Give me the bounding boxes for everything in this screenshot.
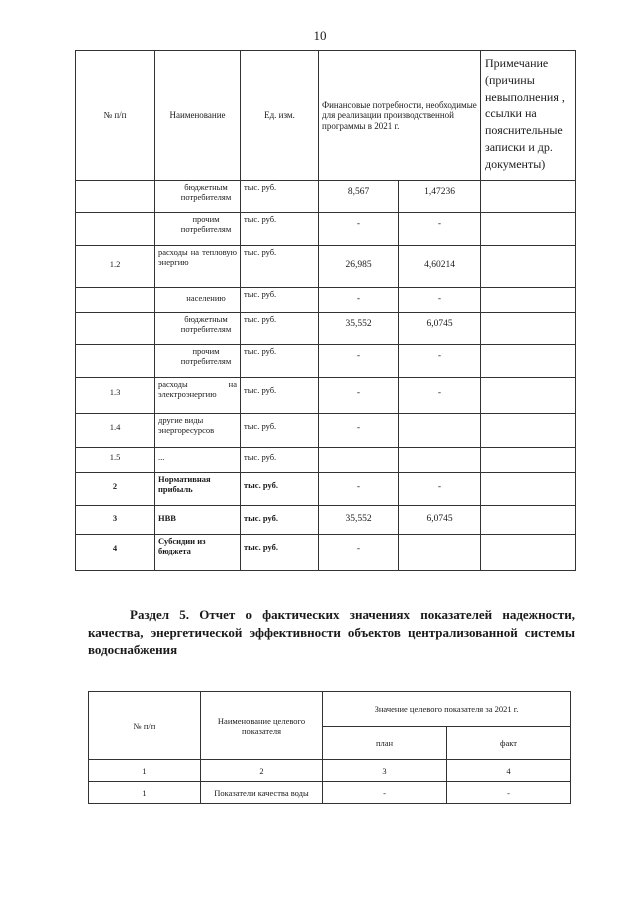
index-cell: 4 xyxy=(447,760,571,782)
row-value-2: - xyxy=(399,473,481,506)
header-num: № п/п xyxy=(76,51,155,181)
row-note xyxy=(481,345,576,378)
row-name: Нормативная прибыль xyxy=(155,473,241,506)
header-fact: факт xyxy=(447,727,571,760)
table-row xyxy=(76,313,576,345)
row-num: 3 xyxy=(76,506,155,535)
row-num xyxy=(76,181,155,213)
row-num: 1.5 xyxy=(76,448,155,473)
header-indicator-name: Наименование целевого показателя xyxy=(201,692,323,760)
row-note xyxy=(481,473,576,506)
row-note xyxy=(481,414,576,448)
header-plan: план xyxy=(323,727,447,760)
row-unit: тыс. руб. xyxy=(241,448,319,473)
row-unit: тыс. руб. xyxy=(241,288,319,313)
row-value-1: - xyxy=(319,378,399,414)
row-num: 1 xyxy=(89,782,201,804)
row-value-2 xyxy=(399,448,481,473)
row-note xyxy=(481,378,576,414)
row-note xyxy=(481,213,576,246)
row-value-1: - xyxy=(319,414,399,448)
row-num xyxy=(76,288,155,313)
row-indicator-name: Показатели качества воды xyxy=(201,782,323,804)
table-row xyxy=(76,345,576,378)
row-value-2: - xyxy=(399,213,481,246)
index-cell: 1 xyxy=(89,760,201,782)
header-finance: Финансовые потребности, необходимые для реализации производственной программы в 2021 г. xyxy=(319,51,481,181)
row-unit: тыс. руб. xyxy=(241,246,319,288)
row-note xyxy=(481,506,576,535)
row-name: бюджетным потребителям xyxy=(155,181,241,213)
row-value-2 xyxy=(399,414,481,448)
row-note xyxy=(481,313,576,345)
row-value-1: 8,567 xyxy=(319,181,399,213)
table-row xyxy=(76,535,576,571)
row-unit: тыс. руб. xyxy=(241,313,319,345)
table-row xyxy=(76,246,576,288)
row-value-1: - xyxy=(319,535,399,571)
row-unit: тыс. руб. xyxy=(241,535,319,571)
row-value-1: - xyxy=(319,213,399,246)
row-num: 1.3 xyxy=(76,378,155,414)
row-value-1: - xyxy=(319,345,399,378)
row-value-1: 26,985 xyxy=(319,246,399,288)
row-value-2: 6,0745 xyxy=(399,506,481,535)
row-name: расходы на тепловую энергию xyxy=(155,246,241,288)
row-note xyxy=(481,181,576,213)
row-fact: - xyxy=(447,782,571,804)
row-name: населению xyxy=(155,288,241,313)
row-note xyxy=(481,448,576,473)
row-value-2: 1,47236 xyxy=(399,181,481,213)
header-unit: Ед. изм. xyxy=(241,51,319,181)
row-value-1: 35,552 xyxy=(319,506,399,535)
row-unit: тыс. руб. xyxy=(241,378,319,414)
header-note: Примечание (причины невыполнения , ссылки на пояснительные записки и др. документы) xyxy=(481,51,576,181)
row-name: бюджетным потребителям xyxy=(155,313,241,345)
page-number: 10 xyxy=(313,28,327,43)
row-num xyxy=(76,345,155,378)
table-header-row xyxy=(76,51,576,181)
index-cell: 2 xyxy=(201,760,323,782)
row-value-2: - xyxy=(399,378,481,414)
row-num: 2 xyxy=(76,473,155,506)
row-name: Субсидии из бюджета xyxy=(155,535,241,571)
financial-needs-table xyxy=(75,50,576,571)
row-unit: тыс. руб. xyxy=(241,345,319,378)
header-name: Наименование xyxy=(155,51,241,181)
row-name: прочим потребителям xyxy=(155,345,241,378)
row-unit: тыс. руб. xyxy=(241,213,319,246)
row-value-2: 6,0745 xyxy=(399,313,481,345)
row-plan: - xyxy=(323,782,447,804)
row-value-2: 4,60214 xyxy=(399,246,481,288)
section-heading: Раздел 5. Отчет о фактических значениях показателей надежности, качества, энергетической эффективности объектов централизованной системы водоснабжения xyxy=(88,607,575,658)
row-name: расходы на электроэнергию xyxy=(155,378,241,414)
row-num: 4 xyxy=(76,535,155,571)
row-value-2: - xyxy=(399,288,481,313)
table-row xyxy=(76,506,576,535)
row-num xyxy=(76,213,155,246)
row-name: ... xyxy=(155,448,241,473)
table-row xyxy=(76,288,576,313)
row-unit: тыс. руб. xyxy=(241,506,319,535)
index-cell: 3 xyxy=(323,760,447,782)
row-value-2 xyxy=(399,535,481,571)
row-num: 1.2 xyxy=(76,246,155,288)
header-num: № п/п xyxy=(89,692,201,760)
table-row xyxy=(89,782,571,804)
index-row xyxy=(89,760,571,782)
row-value-1 xyxy=(319,448,399,473)
table-row xyxy=(76,448,576,473)
table-row xyxy=(76,378,576,414)
table-row xyxy=(76,473,576,506)
row-unit: тыс. руб. xyxy=(241,181,319,213)
target-indicators-table xyxy=(88,691,571,804)
row-name: другие виды энергоресурсов xyxy=(155,414,241,448)
row-unit: тыс. руб. xyxy=(241,414,319,448)
header-target-value: Значение целевого показателя за 2021 г. xyxy=(323,692,571,727)
row-name: прочим потребителям xyxy=(155,213,241,246)
row-value-1: 35,552 xyxy=(319,313,399,345)
row-value-1: - xyxy=(319,473,399,506)
row-name: НВВ xyxy=(155,506,241,535)
row-value-1: - xyxy=(319,288,399,313)
row-num: 1.4 xyxy=(76,414,155,448)
row-note xyxy=(481,288,576,313)
table-header-row xyxy=(89,692,571,727)
table-row xyxy=(76,414,576,448)
row-note xyxy=(481,535,576,571)
row-note xyxy=(481,246,576,288)
row-value-2: - xyxy=(399,345,481,378)
row-num xyxy=(76,313,155,345)
table-row xyxy=(76,213,576,246)
table-row xyxy=(76,181,576,213)
row-unit: тыс. руб. xyxy=(241,473,319,506)
